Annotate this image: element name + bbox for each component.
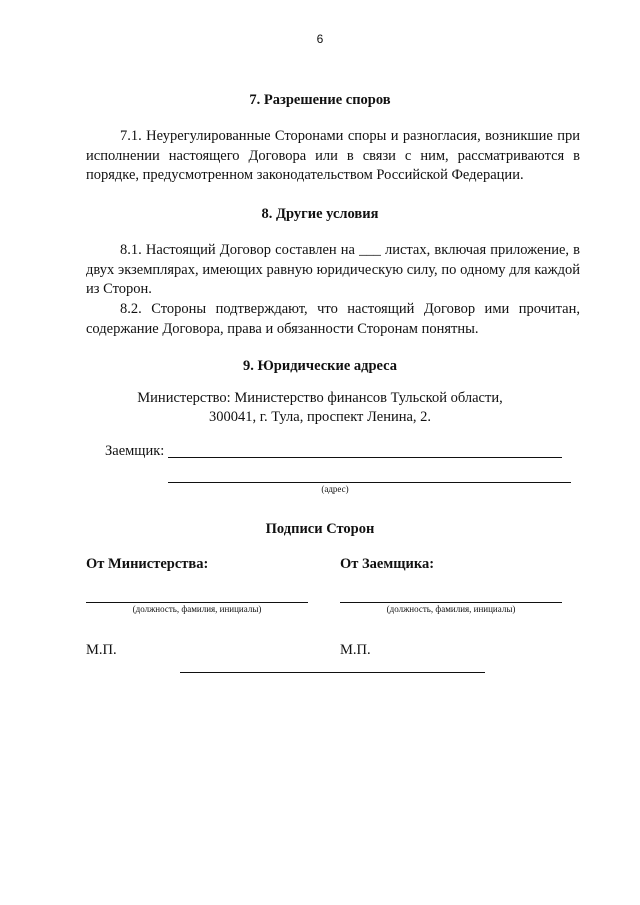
bottom-separator-line [180,672,485,673]
borrower-address-line-2 [168,482,571,483]
ministry-signature-line [86,602,308,603]
borrower-signature-line [340,602,562,603]
borrower-signature-caption: (должность, фамилия, инициалы) [386,604,516,614]
ministry-signature-caption: (должность, фамилия, инициалы) [132,604,262,614]
ministry-seal-mark: М.П. [86,642,117,658]
section-7-heading: 7. Разрешение споров [249,92,391,108]
ministry-address-line-2: 300041, г. Тула, проспект Ленина, 2. [208,409,432,425]
ministry-signature-label: От Министерства: [86,556,209,572]
borrower-seal-mark: М.П. [340,642,371,658]
section-8-paragraph-2 [86,300,580,339]
section-7-paragraph-1-text: 7.1. Неурегулированные Сторонами споры и разногласия, возникшие при исполнении настоящего Договора или в связи с ним, рассматриваются в порядке, предусмотренном законодательством Российской Федерации. [86,128,580,183]
section-9-heading: 9. Юридические адреса [242,358,398,374]
address-caption: (адрес) [321,484,349,494]
signatures-heading: Подписи Сторон [265,521,375,537]
page-number: 6 [316,32,324,46]
ministry-address-line-1: Министерство: Министерство финансов Тульской области, [137,390,503,406]
borrower-address-label: Заемщик: [105,443,165,459]
borrower-address-line [168,457,562,458]
borrower-signature-label: От Заемщика: [340,556,435,572]
section-8-paragraph-1 [86,241,580,300]
section-8-heading: 8. Другие условия [261,206,379,222]
section-8-paragraph-1-text: 8.1. Настоящий Договор составлен на ___ листах, включая приложение, в двух экземплярах, имеющих равную юридическую силу, по одному для каждой из Сторон. [86,242,580,297]
section-7-paragraph-1 [86,127,580,186]
section-8-paragraph-2-text: 8.2. Стороны подтверждают, что настоящий Договор ими прочитан, содержание Договора, права и обязанности Сторонам понятны. [86,301,580,337]
